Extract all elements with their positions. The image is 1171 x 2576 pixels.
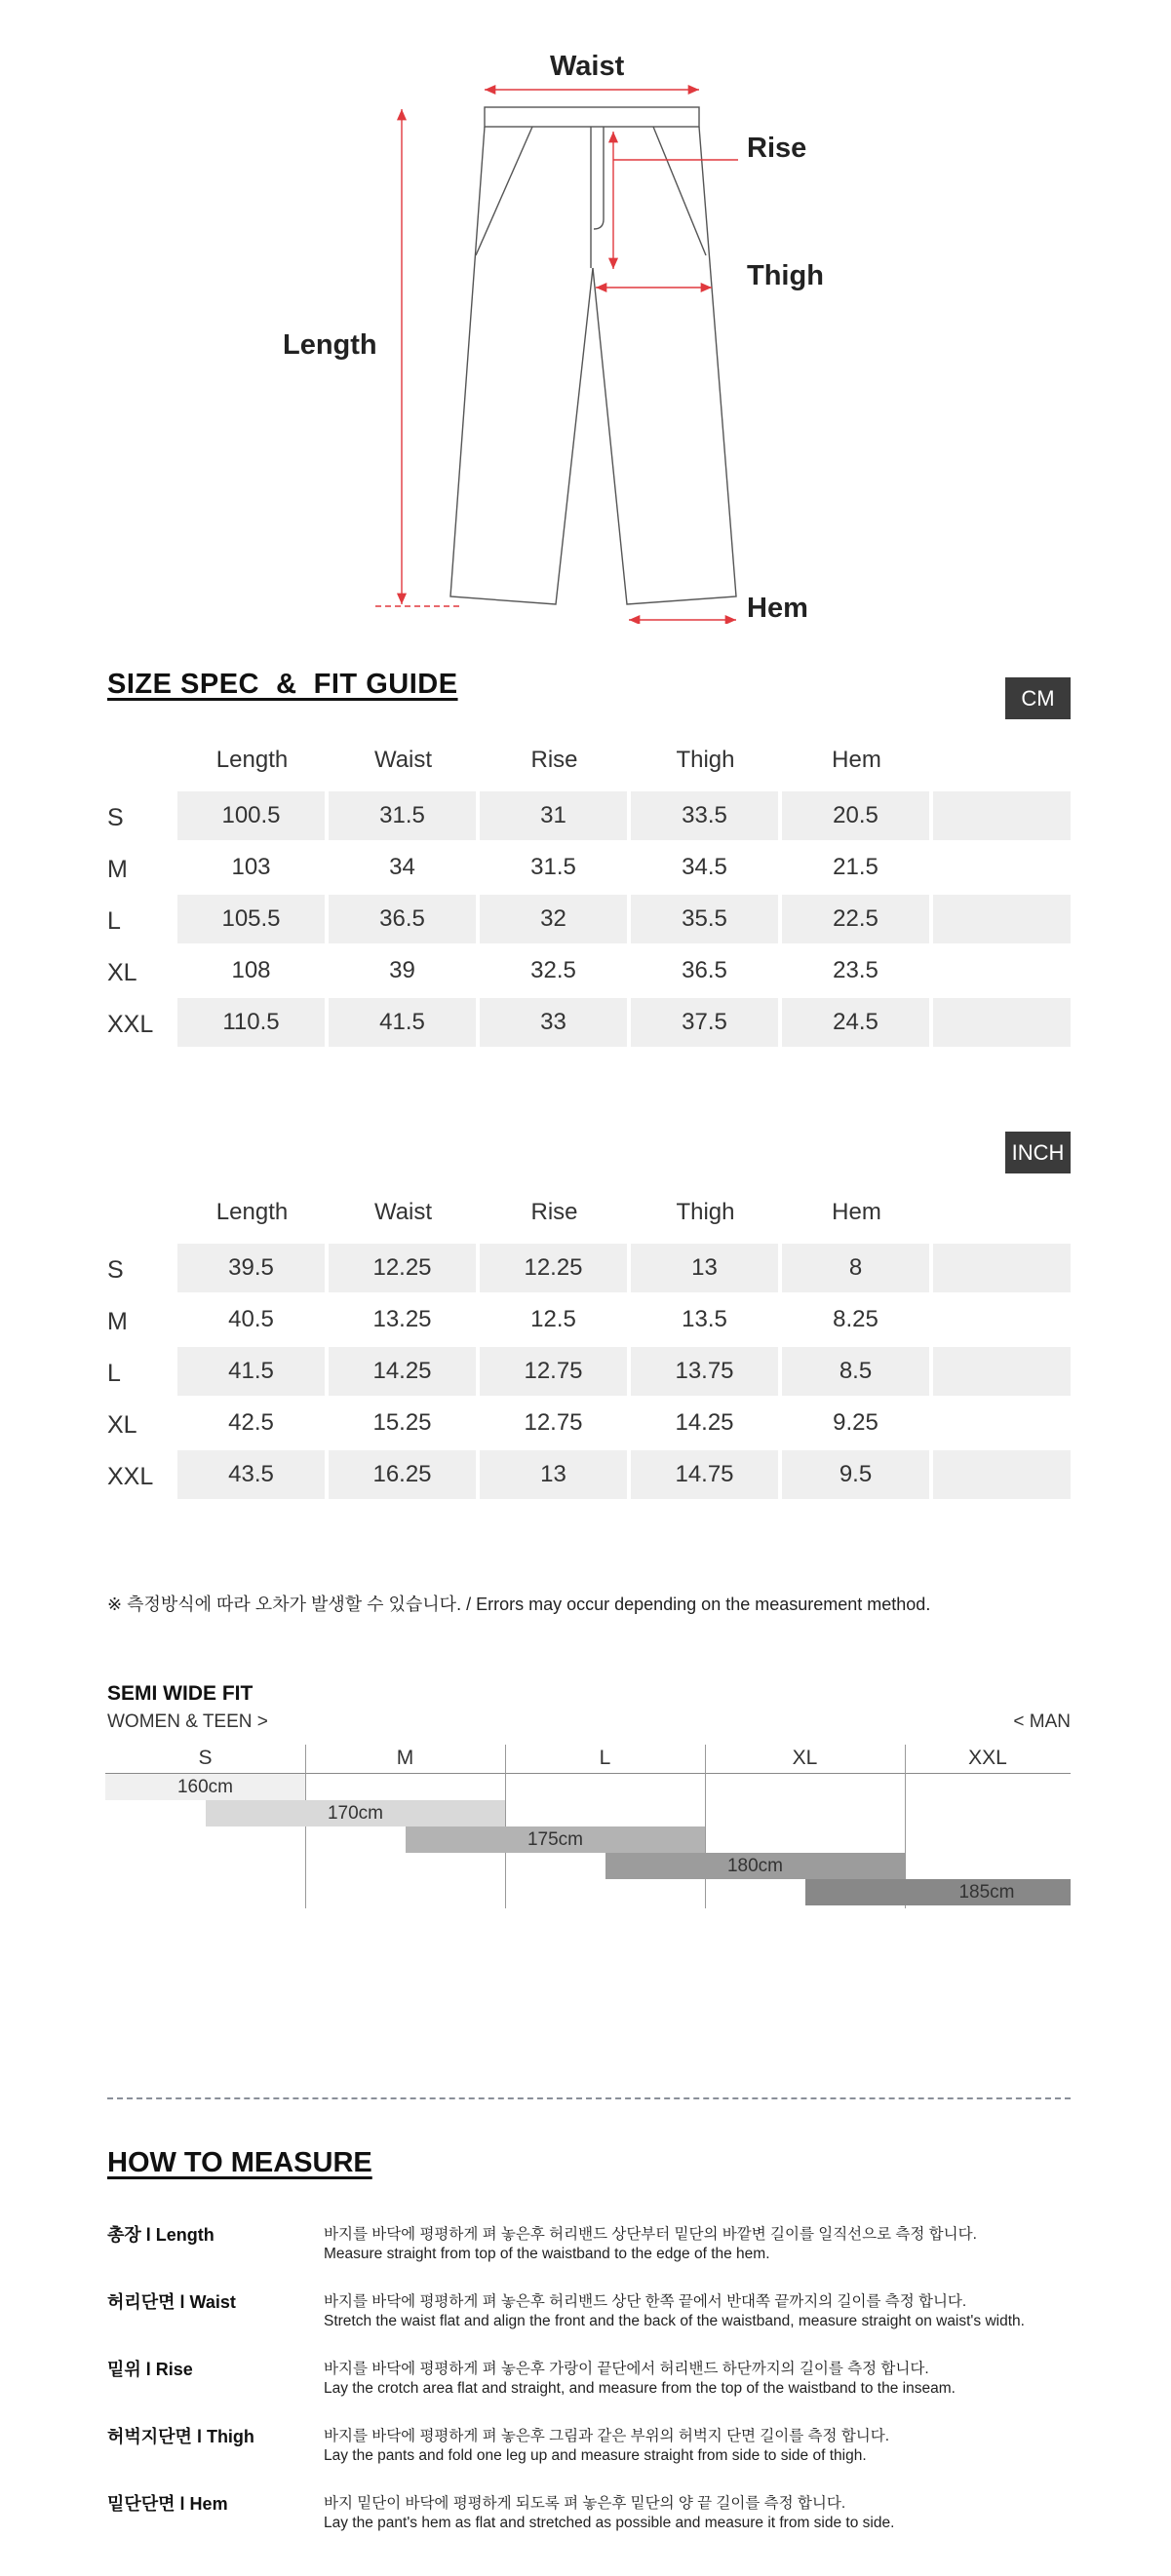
fit-divider [705, 1745, 706, 1908]
table-cell: 100.5 [177, 791, 325, 840]
size-table-inch [107, 1191, 1071, 1502]
col-header-rise: Rise [530, 1199, 578, 1225]
measure-term: 허벅지단면 l Thigh [107, 2427, 254, 2446]
measure-desc-ko: 바지를 바닥에 평평하게 펴 놓은후 그림과 같은 부위의 허벅지 단면 길이를 측정 합니다. [324, 2428, 890, 2444]
measure-term: 허리단면 l Waist [107, 2292, 236, 2312]
size-label: S [107, 804, 124, 831]
fit-height-bar-170: 170cm [206, 1800, 505, 1826]
table-cell: 12.25 [480, 1244, 627, 1292]
size-label: XL [107, 1411, 137, 1439]
table-cell: 12.75 [524, 1409, 583, 1436]
pants-measurement-diagram [0, 0, 1171, 624]
table-cell: 41.5 [329, 998, 476, 1047]
measure-term: 밑위 l Rise [107, 2360, 193, 2379]
table-cell: 15.25 [372, 1409, 432, 1436]
table-cell: 21.5 [833, 854, 878, 880]
fit-size-label: L [599, 1747, 611, 1769]
size-label: XL [107, 959, 137, 986]
fit-divider [305, 1745, 306, 1908]
col-header-thigh: Thigh [676, 1199, 735, 1225]
table-cell: 14.75 [631, 1450, 778, 1499]
measure-desc-en: Lay the pant's hem as flat and stretched as possible and measure it from side to side. [324, 2515, 895, 2531]
measure-desc-en: Lay the pants and fold one leg up and measure straight from side to side of thigh. [324, 2447, 867, 2464]
table-cell-empty [933, 791, 1071, 840]
pants-illustration [0, 0, 1171, 624]
size-label: XXL [107, 1011, 154, 1038]
measure-term: 총장 l Length [107, 2225, 215, 2245]
table-cell: 33.5 [631, 791, 778, 840]
size-label: L [107, 907, 121, 935]
table-cell: 24.5 [782, 998, 929, 1047]
table-row [107, 946, 1071, 998]
fit-height-bar-185 [805, 1879, 1071, 1905]
size-table-cm [107, 739, 1071, 1050]
unit-badge-cm: CM [1005, 677, 1071, 719]
hem-label: Hem [747, 593, 808, 624]
col-header-length: Length [215, 747, 289, 773]
table-cell: 36.5 [329, 895, 476, 943]
table-cell: 14.25 [675, 1409, 734, 1436]
table-cell: 13 [480, 1450, 627, 1499]
fit-left-label: WOMEN & TEEN > [107, 1711, 268, 1732]
fit-size-label: S [198, 1747, 213, 1769]
col-header-waist: Waist [373, 747, 433, 773]
fit-size-label: M [396, 1747, 414, 1769]
fit-title: SEMI WIDE FIT [107, 1682, 254, 1705]
col-header-thigh: Thigh [676, 747, 735, 773]
size-spec-title: SIZE SPEC & FIT GUIDE [107, 669, 458, 700]
table-cell-empty [933, 998, 1071, 1047]
table-row [107, 791, 1071, 843]
table-cell: 103 [231, 854, 271, 880]
measurement-error-note: ※ 측정방식에 따라 오차가 발생할 수 있습니다. / Errors may occur depending on the measurement method. [107, 1595, 931, 1614]
table-cell: 31.5 [530, 854, 576, 880]
table-cell-empty [933, 1450, 1071, 1499]
measure-desc-ko: 바지를 바닥에 평평하게 펴 놓은후 가랑이 끝단에서 허리밴드 하단까지의 길이를 측정 합니다. [324, 2361, 929, 2377]
table-cell: 41.5 [177, 1347, 325, 1396]
table-cell: 12.75 [480, 1347, 627, 1396]
table-cell: 13.75 [631, 1347, 778, 1396]
table-header [107, 1191, 1071, 1242]
section-divider [107, 2097, 1071, 2099]
table-cell-empty [933, 895, 1071, 943]
fit-height-bar-160: 160cm [105, 1774, 305, 1800]
left-leg-outline [450, 127, 593, 604]
right-leg-outline [593, 127, 736, 604]
table-row [107, 998, 1071, 1050]
table-cell: 32.5 [530, 957, 576, 983]
table-cell: 105.5 [177, 895, 325, 943]
table-cell: 39 [389, 957, 415, 983]
table-header [107, 739, 1071, 789]
table-row [107, 1399, 1071, 1450]
how-to-measure-title: HOW TO MEASURE [107, 2147, 372, 2178]
table-cell: 34 [389, 854, 415, 880]
table-cell: 31.5 [329, 791, 476, 840]
fit-right-label: < MAN [1013, 1711, 1071, 1732]
table-cell: 9.5 [782, 1450, 929, 1499]
table-cell: 12.5 [530, 1306, 576, 1332]
rise-label: Rise [747, 133, 807, 164]
col-header-hem: Hem [832, 747, 881, 773]
table-cell: 16.25 [329, 1450, 476, 1499]
size-label: XXL [107, 1463, 154, 1490]
measure-term: 밑단단면 l Hem [107, 2494, 228, 2514]
table-row [107, 895, 1071, 946]
col-header-length: Length [215, 1199, 289, 1225]
table-cell: 13.5 [682, 1306, 727, 1332]
waist-label: Waist [550, 51, 625, 82]
unit-badge-inch: INCH [1005, 1132, 1071, 1173]
table-cell-empty [933, 1244, 1071, 1292]
table-row [107, 1450, 1071, 1502]
table-cell-empty [933, 1347, 1071, 1396]
table-row [107, 1244, 1071, 1295]
table-cell: 20.5 [782, 791, 929, 840]
size-label: S [107, 1256, 124, 1284]
table-cell: 37.5 [631, 998, 778, 1047]
table-cell: 108 [231, 957, 271, 983]
table-cell: 8.5 [782, 1347, 929, 1396]
col-header-hem: Hem [832, 1199, 881, 1225]
measure-desc-en: Lay the crotch area flat and straight, and measure from the top of the waistband to the inseam. [324, 2380, 956, 2397]
length-label: Length [283, 329, 377, 361]
table-cell: 33 [480, 998, 627, 1047]
measure-desc-en: Stretch the waist flat and align the front and the back of the waistband, measure straight on waist's width. [324, 2313, 1025, 2329]
thigh-label: Thigh [747, 260, 824, 291]
table-cell: 13 [631, 1244, 778, 1292]
table-cell: 110.5 [177, 998, 325, 1047]
table-cell: 42.5 [228, 1409, 274, 1436]
table-cell: 8.25 [833, 1306, 878, 1332]
table-cell: 34.5 [682, 854, 727, 880]
table-cell: 39.5 [177, 1244, 325, 1292]
measure-desc-ko: 바지를 바닥에 평평하게 펴 놓은후 허리밴드 상단부터 밑단의 바깥변 길이를 일직선으로 측정 합니다. [324, 2226, 977, 2243]
size-label: M [107, 856, 128, 883]
table-cell: 36.5 [682, 957, 727, 983]
measure-desc-ko: 바지 밑단이 바닥에 평평하게 되도록 펴 놓은후 밑단의 양 끝 길이를 측정 합니다. [324, 2495, 846, 2512]
table-row [107, 843, 1071, 895]
size-label: L [107, 1360, 121, 1387]
measure-desc-ko: 바지를 바닥에 평평하게 펴 놓은후 허리밴드 상단 한쪽 끝에서 반대쪽 끝까지의 길이를 측정 합니다. [324, 2293, 967, 2310]
table-cell: 22.5 [782, 895, 929, 943]
measure-desc-en: Measure straight from top of the waistband to the edge of the hem. [324, 2246, 770, 2262]
fit-size-label: XXL [968, 1747, 1007, 1769]
table-cell: 35.5 [631, 895, 778, 943]
table-cell: 14.25 [329, 1347, 476, 1396]
table-row [107, 1295, 1071, 1347]
fit-size-label: XL [792, 1747, 818, 1769]
fit-chart [105, 1745, 1071, 1910]
table-cell: 40.5 [228, 1306, 274, 1332]
table-cell: 12.25 [329, 1244, 476, 1292]
table-row [107, 1347, 1071, 1399]
table-cell: 23.5 [833, 957, 878, 983]
col-header-waist: Waist [373, 1199, 433, 1225]
waistband-shape [485, 107, 699, 127]
fit-height-bar-175: 175cm [406, 1826, 705, 1853]
size-label: M [107, 1308, 128, 1335]
table-cell: 31 [480, 791, 627, 840]
table-cell: 9.25 [833, 1409, 878, 1436]
fit-height-label-185: 185cm [958, 1881, 1015, 1903]
table-cell: 43.5 [177, 1450, 325, 1499]
fit-height-bar-180: 180cm [605, 1853, 905, 1879]
table-cell: 8 [782, 1244, 929, 1292]
table-cell: 13.25 [372, 1306, 432, 1332]
col-header-rise: Rise [530, 747, 578, 773]
table-cell: 32 [480, 895, 627, 943]
